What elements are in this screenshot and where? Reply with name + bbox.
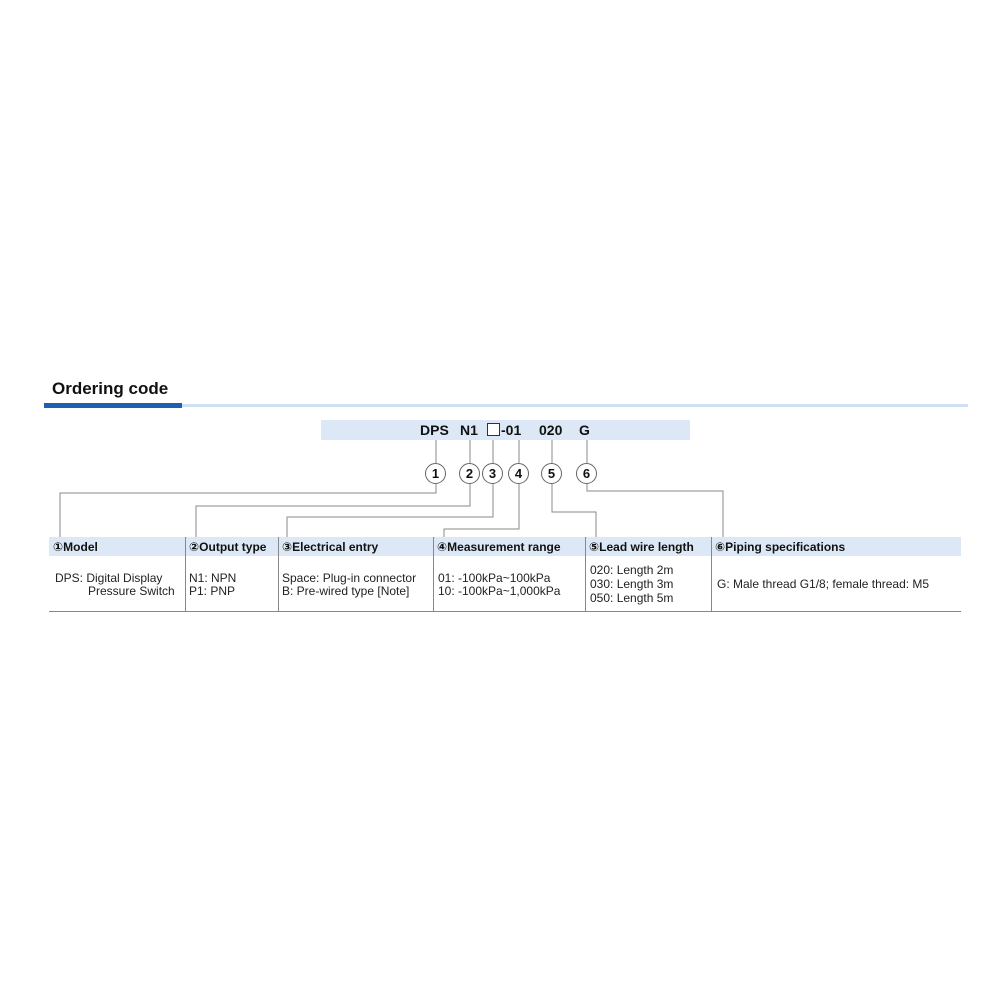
- cell-output-line2: P1: PNP: [189, 584, 236, 598]
- marker-5: 5: [541, 463, 562, 484]
- code-part-output: N1: [460, 422, 478, 438]
- code-part-piping: G: [579, 422, 590, 438]
- cell-lead-line3: 050: Length 5m: [590, 591, 674, 605]
- cell-range-line1: 01: -100kPa~100kPa: [438, 571, 551, 585]
- cell-lead-line1: 020: Length 2m: [590, 563, 674, 577]
- header-lead-wire-length: ⑤Lead wire length: [589, 540, 694, 554]
- header-measurement-range: ④Measurement range: [437, 540, 561, 554]
- column-divider: [185, 537, 186, 612]
- header-model: ①Model: [53, 540, 98, 554]
- section-title: Ordering code: [52, 379, 169, 398]
- cell-model-line2: Pressure Switch: [88, 584, 175, 598]
- cell-lead-line2: 030: Length 3m: [590, 577, 674, 591]
- marker-3: 3: [482, 463, 503, 484]
- cell-piping-line1: G: Male thread G1/8; female thread: M5: [717, 577, 930, 591]
- column-divider: [585, 537, 586, 612]
- header-electrical-entry: ③Electrical entry: [282, 540, 379, 554]
- marker-6: 6: [576, 463, 597, 484]
- header-output-type: ②Output type: [189, 540, 267, 554]
- column-divider: [433, 537, 434, 612]
- cell-electrical-line1: Space: Plug-in connector: [282, 571, 417, 585]
- cell-output-line1: N1: NPN: [189, 571, 237, 585]
- code-part-range: -01: [501, 422, 522, 438]
- code-part-model: DPS: [420, 422, 449, 438]
- marker-2: 2: [459, 463, 480, 484]
- marker-1: 1: [425, 463, 446, 484]
- table-bottom-border: [49, 611, 961, 612]
- column-divider: [711, 537, 712, 612]
- column-divider: [278, 537, 279, 612]
- cell-range-line2: 10: -100kPa~1,000kPa: [438, 584, 561, 598]
- marker-4: 4: [508, 463, 529, 484]
- cell-model-line1: DPS: Digital Display: [55, 571, 163, 585]
- cell-electrical-line2: B: Pre-wired type [Note]: [282, 584, 410, 598]
- code-part-lead: 020: [539, 422, 563, 438]
- header-piping-specifications: ⑥Piping specifications: [715, 540, 846, 554]
